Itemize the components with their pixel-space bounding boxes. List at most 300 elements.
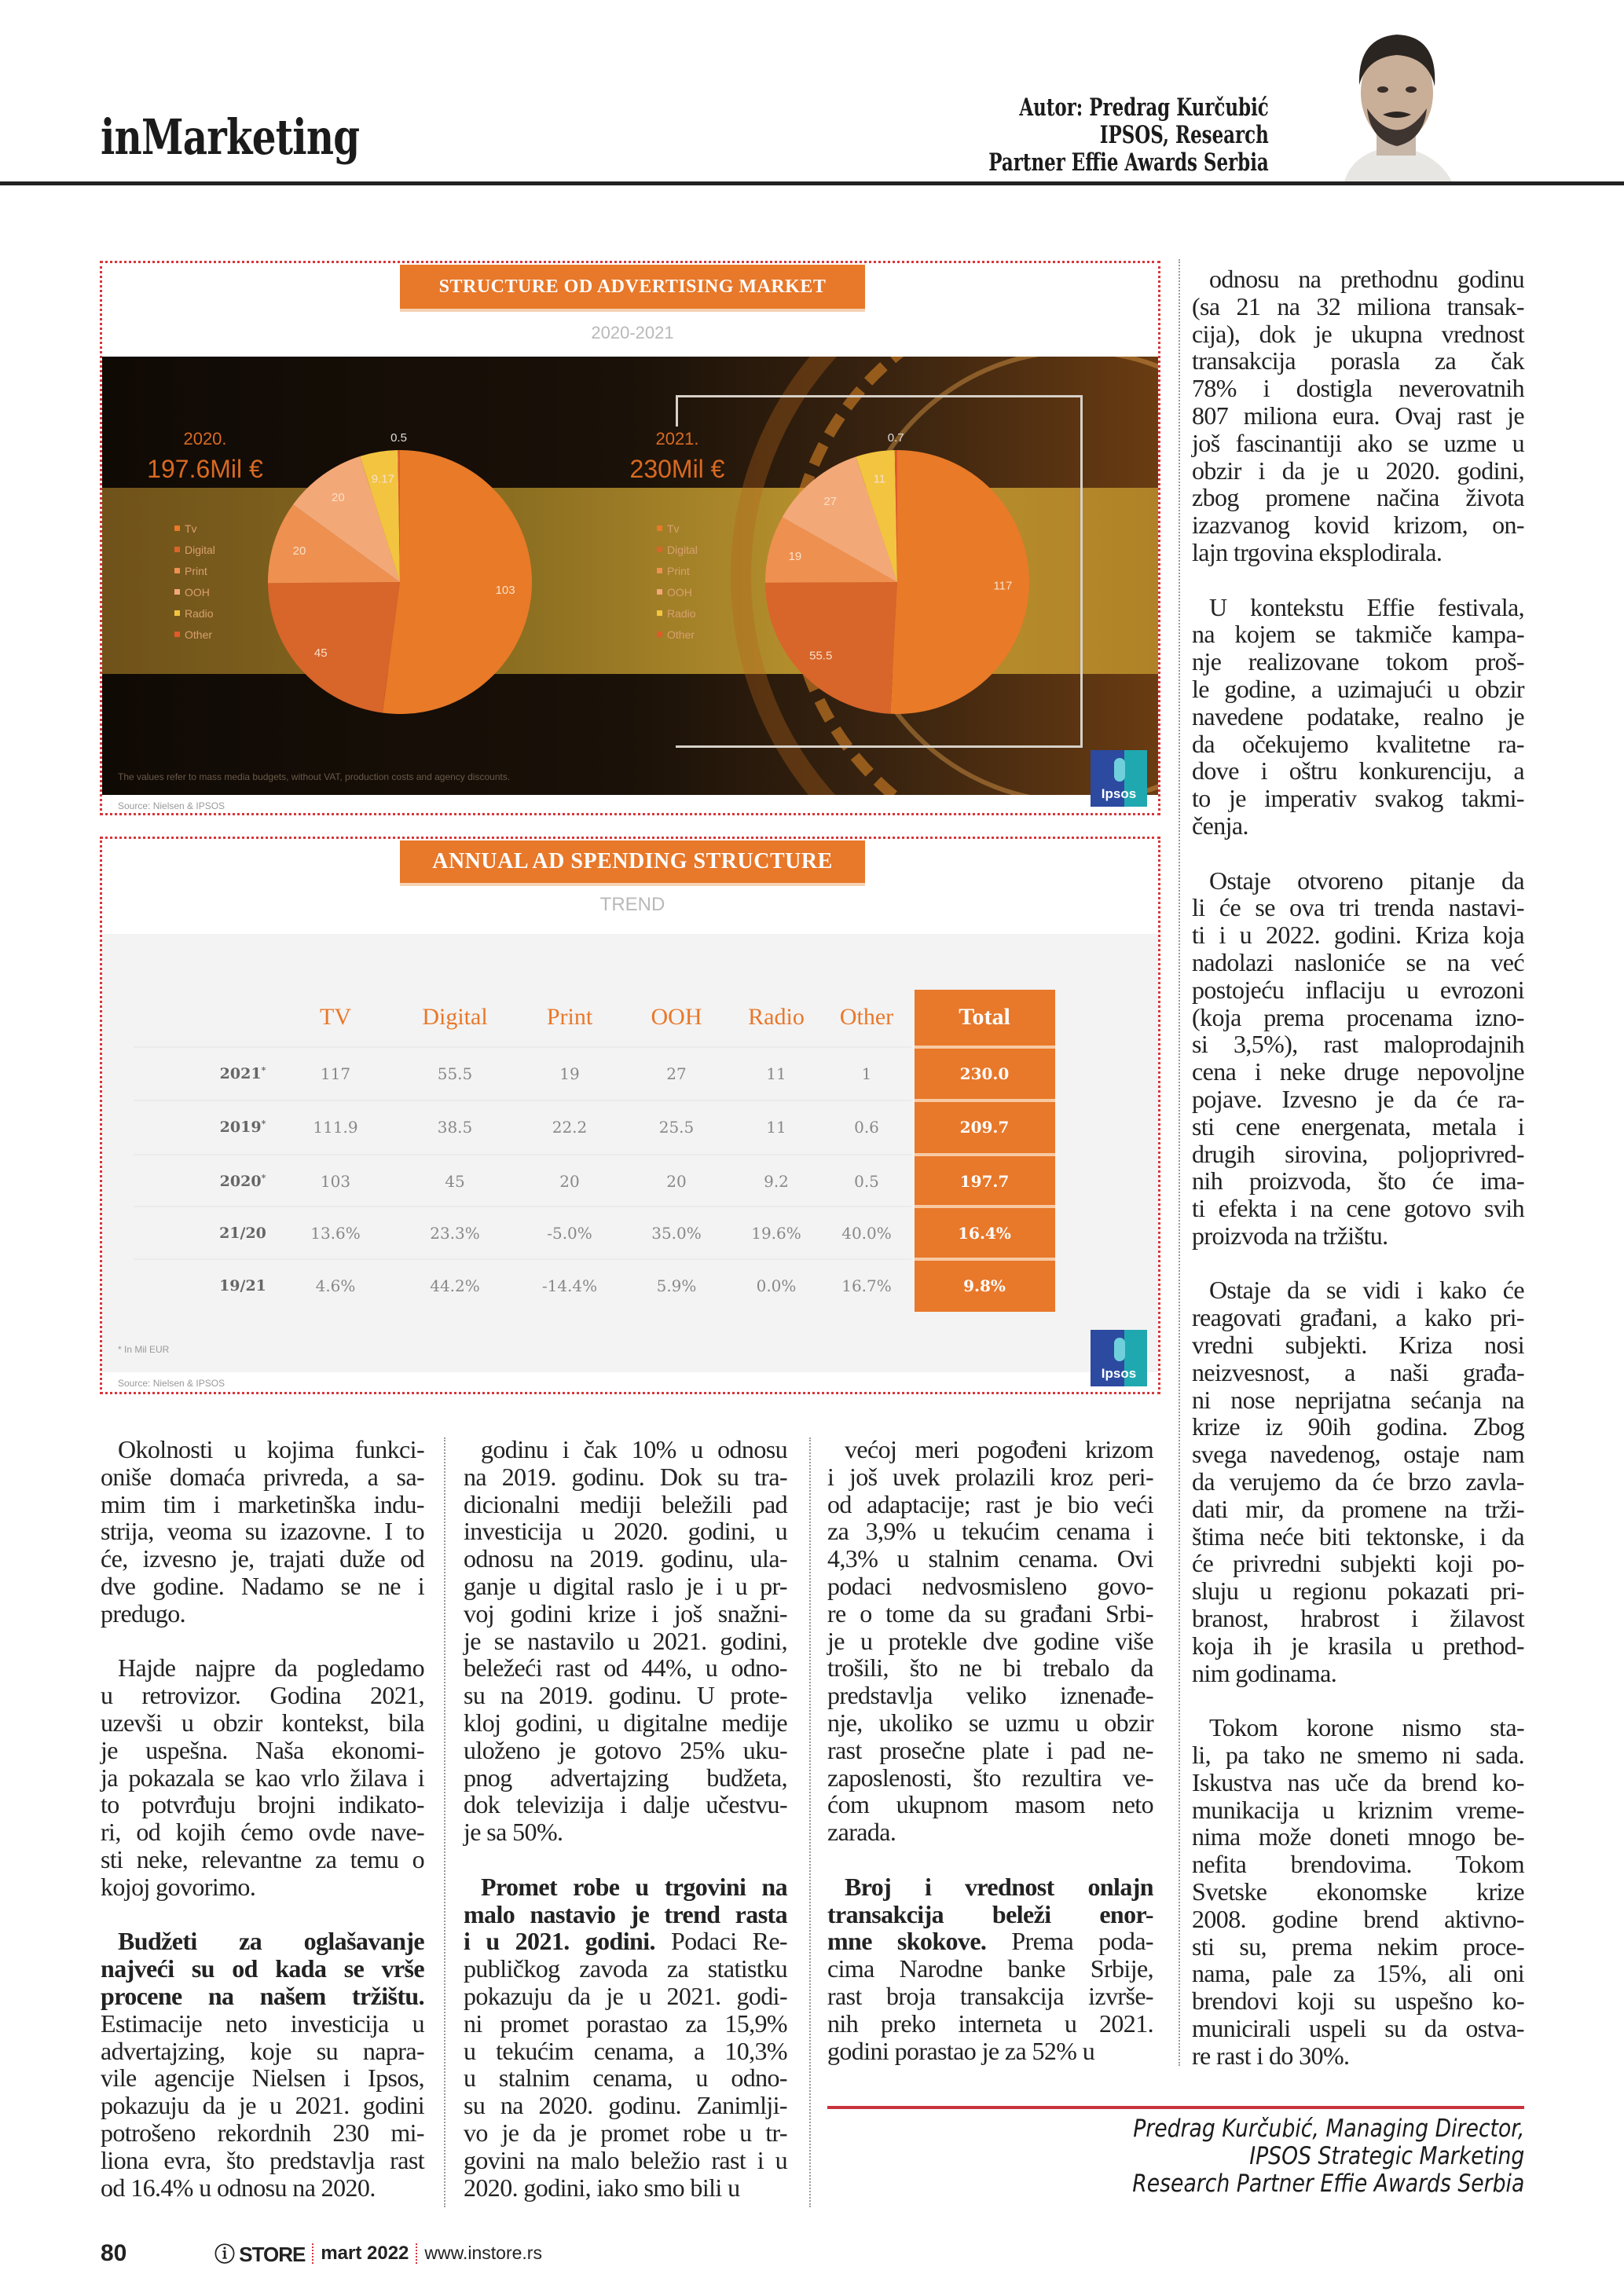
column-header-ooh: OOH: [651, 1004, 702, 1030]
ipsos-logo: Ipsos: [1091, 750, 1147, 807]
text-line: je uspešna. Naša ekonomi-: [101, 1735, 424, 1764]
text-line: [827, 1928, 1153, 1955]
table-cell: 11: [766, 1118, 786, 1137]
text-line: [101, 1955, 424, 1983]
text-line: 807 miliona eura. Ovaj rast je: [1192, 401, 1524, 430]
total-row-divider: [915, 1153, 1055, 1156]
text-line: drugih sirovina, poljoprivred-: [1192, 1139, 1524, 1168]
text-line: U kontekstu Effie festivala,: [1209, 592, 1524, 621]
pie-slice-digital: [765, 582, 897, 714]
text-line: beležeći rast od 44%, u odno-: [464, 1653, 787, 1683]
legend-item: [174, 560, 215, 581]
row-label: [219, 1277, 266, 1294]
paragraph: [1192, 867, 1524, 1250]
text-line: predugo.: [101, 1598, 186, 1628]
figure-footnote: The values refer to mass media budgets, without VAT, production costs and agency discounts.: [118, 771, 511, 782]
footnote-mark: *: [261, 1172, 266, 1183]
figure-title: ANNUAL AD SPENDING STRUCTURE: [400, 840, 865, 883]
row-divider: [134, 1206, 911, 1207]
table-cell: 16.4%: [958, 1224, 1011, 1243]
text-line: (koja prema procenama izno-: [1192, 1002, 1524, 1031]
pie-data-label: 103: [495, 583, 515, 597]
row-divider: [134, 1154, 911, 1155]
text-line: zarada.: [827, 1818, 896, 1847]
legend-item: [657, 624, 698, 645]
article-column-3: [827, 1436, 1153, 2092]
text-line: nefita brendovima. Tokom: [1192, 1850, 1524, 1879]
paragraph: [1192, 1714, 1524, 2069]
column-header-digital: Digital: [422, 1004, 488, 1030]
text-line: ti i u 2022. godini. Kriza koja: [1192, 921, 1524, 950]
article-column-2: [464, 1436, 787, 2228]
pie-2020-legend: [174, 518, 215, 645]
text-line: nama, pale za 15%, ali oni: [1192, 1959, 1524, 1988]
text-line: Ostaje da se vidi i kako će: [1209, 1276, 1524, 1305]
table-cell: 117: [320, 1064, 351, 1083]
table-cell: 20: [559, 1172, 580, 1191]
text-line: dicionalni mediji beležili pad: [464, 1489, 787, 1518]
text-line: potrošeno rekordnih 230 mi-: [101, 2118, 424, 2147]
text-line: podaci nedvosmisleno govo-: [827, 1571, 1153, 1600]
legend-item: [174, 624, 215, 645]
legend-swatch: [657, 610, 662, 616]
legend-item: [657, 518, 698, 539]
legend-swatch: [174, 547, 180, 552]
table-cell: 13.6%: [310, 1224, 361, 1243]
text-line: od adaptacije; rast je bio veći: [827, 1489, 1153, 1518]
text-line: navedene podatake, realno je: [1192, 701, 1524, 731]
text-line: dove i oštru konkurenciju, a: [1192, 756, 1524, 785]
page-footer: [101, 2239, 542, 2268]
row-label: [220, 1119, 266, 1136]
legend-item: [657, 560, 698, 581]
legend-label: Print: [667, 564, 690, 577]
pie-data-label: 0.5: [390, 431, 407, 445]
total-row-divider: [915, 1205, 1055, 1208]
text-line: transakcija porasla za čak: [1192, 346, 1524, 375]
text-line: nih proizvoda, što će ima-: [1192, 1166, 1524, 1196]
text-line: krize iz 90ih godina. Zbog: [1192, 1412, 1524, 1441]
text-line: re rast i do 30%.: [1192, 2041, 1350, 2070]
footer-separator: [416, 2243, 417, 2264]
text-line: svega navedenog, ostaje nam: [1192, 1440, 1524, 1469]
column-header-radio: Radio: [748, 1004, 805, 1030]
table-cell: -14.4%: [541, 1276, 598, 1295]
text-line: odnosu na 2019. godinu, ula-: [464, 1544, 787, 1573]
text-line: odnosu na prethodnu godinu: [1209, 265, 1524, 293]
paragraph: [464, 1436, 787, 1846]
text-line: su na 2020. godinu. Zanimlji-: [464, 2091, 787, 2120]
text-line: pokazuju da je u 2021. godini: [101, 2091, 424, 2120]
text-line: municirali uspeli su da ostva-: [1192, 2014, 1524, 2042]
legend-item: [657, 539, 698, 560]
issue-date: mart 2022: [321, 2242, 409, 2264]
column-header-total: Total: [959, 1004, 1010, 1030]
text-line: od 16.4% u odnosu na 2020.: [101, 2173, 376, 2202]
table-cell: 25.5: [658, 1118, 695, 1137]
table-cell: 0.6: [854, 1118, 879, 1137]
text-line: voj godini krize i još snažni-: [464, 1598, 787, 1628]
pie-slice-digital: [268, 582, 400, 713]
text-line: ganje u digital raslo je i u pr-: [464, 1571, 787, 1600]
legend-item: [174, 539, 215, 560]
text-line: godinu i čak 10% u odnosu: [481, 1435, 787, 1463]
text-line: je u protekle dve godine više: [827, 1626, 1153, 1655]
column-divider: [809, 1437, 811, 2207]
text-line: ja pokazala se kao vrlo žilava i: [101, 1763, 424, 1792]
legend-swatch: [657, 589, 662, 595]
figure-title: STRUCTURE OD ADVERTISING MARKET: [400, 265, 865, 309]
text-line: rast broja transakcija izvrše-: [827, 1981, 1153, 2010]
text-line: [464, 1928, 787, 1955]
author-signature: [1132, 2115, 1524, 2198]
text-line: zbog promene načina života: [1192, 483, 1524, 512]
paragraph: [827, 1873, 1153, 2065]
legend-label: Digital: [667, 543, 698, 556]
text-run: Prema poda-: [986, 1927, 1153, 1956]
text-line: ri, od kojih ćemo ovde nave-: [101, 1818, 424, 1847]
text-line: obzir i da je u 2020. godini,: [1192, 456, 1524, 485]
text-line: godini porastao je za 52% u: [827, 2036, 1095, 2065]
legend-item: [657, 602, 698, 624]
text-line: [464, 1873, 787, 1901]
text-line: u tekućim cenama, a 10,3%: [464, 2036, 787, 2065]
paragraph: [464, 1873, 787, 2202]
legend-swatch: [174, 525, 180, 531]
table-cell: 38.5: [437, 1118, 473, 1137]
bold-lead-text: najveći su od kada se vrše: [101, 1954, 424, 1983]
table-cell: 11: [766, 1064, 786, 1083]
text-line: dve godine. Nadamo se ne i: [101, 1571, 424, 1600]
text-line: na 2019. godinu. Dok su tra-: [464, 1462, 787, 1491]
row-label-text: 2021: [219, 1065, 262, 1083]
footer-separator: [312, 2243, 313, 2264]
bold-lead-text: Broj i vrednost onlajn: [845, 1872, 1153, 1901]
legend-label: OOH: [667, 585, 692, 599]
table-cell: 209.7: [959, 1118, 1010, 1137]
pie-data-label: 117: [993, 579, 1013, 593]
pie-2021-year: 2021.: [655, 429, 699, 449]
advertising-market-figure: [100, 261, 1160, 815]
table-cell: 16.7%: [841, 1276, 892, 1295]
text-line: cija), dok je ukupna vrednost: [1192, 319, 1524, 348]
text-line: ni promet porastao za 15,9%: [464, 2009, 787, 2038]
table-cell: 230.0: [959, 1064, 1010, 1083]
pie-chart-panel: [102, 357, 1158, 795]
bold-lead-text: mne skokove.: [827, 1927, 987, 1956]
text-line: nje realizovane tokom proš-: [1192, 647, 1524, 676]
text-line: predstavlja veliko iznenađe-: [827, 1681, 1153, 1710]
column-header-print: Print: [546, 1004, 593, 1030]
text-line: pnog advertajzing budžeta,: [464, 1763, 787, 1792]
table-cell: 44.2%: [430, 1276, 480, 1295]
table-cell: 27: [666, 1064, 687, 1083]
legend-swatch: [657, 632, 662, 637]
legend-swatch: [174, 632, 180, 637]
text-line: [101, 1983, 424, 2010]
bold-lead-text: malo nastavio je trend rasta: [464, 1899, 787, 1928]
text-line: ni nose neprijatna sećanja na: [1192, 1385, 1524, 1414]
row-label-text: 21/20: [219, 1225, 266, 1242]
text-line: reagovati građani, a kako pri-: [1192, 1303, 1524, 1332]
text-line: uloženo je gotovo 25% uku-: [464, 1735, 787, 1764]
text-line: kojoj govorimo.: [101, 1872, 256, 1901]
table-cell: 23.3%: [430, 1224, 480, 1243]
row-label: [219, 1225, 266, 1242]
text-line: još fascinantiji ako se uzme u: [1192, 428, 1524, 457]
column-header-other: Other: [839, 1004, 894, 1030]
pie-2020-year: 2020.: [183, 429, 227, 449]
paragraph: [1192, 594, 1524, 840]
total-row-divider: [915, 1258, 1055, 1261]
text-line: [827, 1901, 1153, 1928]
text-line: si 3,5%), rast maloprodajnih: [1192, 1030, 1524, 1059]
bold-lead-text: Budžeti za oglašavanje: [118, 1927, 424, 1956]
table-cell: 22.2: [552, 1118, 588, 1137]
legend-label: OOH: [185, 585, 210, 599]
table-cell: 0.5: [854, 1172, 879, 1191]
text-line: govini na malo beležio rast i u: [464, 2145, 787, 2174]
pie-2021-total: 230Mil €: [629, 455, 725, 483]
text-line: dati mir, da promene na trži-: [1192, 1494, 1524, 1523]
text-line: čenja.: [1192, 811, 1248, 840]
text-line: pojave. Izvesno je da će ra-: [1192, 1084, 1524, 1113]
text-line: je sa 50%.: [464, 1818, 563, 1847]
table-cell: 9.8%: [963, 1276, 1006, 1295]
paragraph: [101, 1436, 424, 1628]
table-cell: 55.5: [437, 1064, 473, 1083]
text-line: to potvrđuju brojni indikato-: [101, 1790, 424, 1819]
paragraph: [827, 1436, 1153, 1846]
text-line: Okolnosti u kojima funkci-: [118, 1435, 424, 1463]
text-line: u retrovizor. Godina 2021,: [101, 1681, 424, 1710]
text-line: uzevši u obzir kontekst, bila: [101, 1708, 424, 1737]
table-cell: 20: [666, 1172, 687, 1191]
text-line: nadolazi nasloniće se na već: [1192, 947, 1524, 976]
legend-swatch: [657, 547, 662, 552]
section-title: inMarketing: [101, 108, 360, 166]
text-line: na kojem se takmiče kampa-: [1192, 620, 1524, 649]
spending-table: [102, 839, 1158, 1389]
table-cell: 1: [861, 1064, 872, 1083]
legend-label: Tv: [185, 522, 197, 535]
total-row-divider: [915, 1045, 1055, 1049]
signature-line: IPSOS Strategic Marketing: [1248, 2142, 1524, 2170]
table-cell: 103: [320, 1172, 351, 1191]
text-line: Estimacije neto investicija u: [101, 2009, 424, 2038]
text-line: proizvoda na tržištu.: [1192, 1221, 1388, 1250]
author-name: Autor: Predrag Kurčubić: [1019, 93, 1269, 122]
row-label-text: 19/21: [219, 1277, 266, 1294]
pie-2020-total: 197.6Mil €: [147, 455, 263, 483]
row-label-text: 2019: [219, 1119, 262, 1137]
text-line: lajn trgovina eksplodirala.: [1192, 537, 1443, 566]
text-line: nih preko interneta u 2021.: [827, 2009, 1153, 2038]
table-unit-note: * In Mil EUR: [118, 1344, 170, 1355]
text-line: Hajde najpre da pogledamo: [118, 1653, 424, 1683]
author-photo: [1328, 14, 1465, 185]
text-line: advertajzing, koje su napra-: [101, 2036, 424, 2065]
text-line: za 3,9% u tekućim cenama i: [827, 1517, 1153, 1546]
pie-data-label: 20: [331, 491, 345, 505]
pie-data-label: 27: [823, 495, 838, 509]
text-line: da očekujemo kvalitetne ra-: [1192, 729, 1524, 758]
ipsos-logo: Ipsos: [1091, 1330, 1147, 1386]
text-line: mim tim i marketinška indu-: [101, 1489, 424, 1518]
legend-item: [174, 602, 215, 624]
pie-data-label: 20: [292, 544, 306, 558]
text-line: 2020. godini, iako smo bili u: [464, 2173, 740, 2202]
legend-label: Print: [185, 564, 207, 577]
legend-label: Radio: [667, 606, 696, 620]
legend-label: Radio: [185, 606, 214, 620]
text-line: 2008. godine brend aktivno-: [1192, 1904, 1524, 1933]
text-line: izazvanog kovid krizom, on-: [1192, 511, 1524, 540]
table-cell: 9.2: [764, 1172, 789, 1191]
text-line: brendovi koji su uspešno ko-: [1192, 1987, 1524, 2016]
text-line: nima može doneti mnogo be-: [1192, 1822, 1524, 1851]
total-row-divider: [915, 1099, 1055, 1102]
text-line: branost, hrabrost i žilavost: [1192, 1604, 1524, 1633]
text-line: sti cene energenata, metala i: [1192, 1111, 1524, 1141]
text-line: u stalnim cenama, u odno-: [464, 2063, 787, 2093]
text-line: publičkog zavoda za statistku: [464, 1954, 787, 1983]
text-line: i još uvek prolazili kroz peri-: [827, 1462, 1153, 1491]
paragraph: [101, 1654, 424, 1900]
text-line: Svetske ekonomske krize: [1192, 1877, 1524, 1906]
text-line: štima neće biti tektonske, i da: [1192, 1522, 1524, 1551]
text-line: će privredni subjekti koji po-: [1192, 1549, 1524, 1578]
text-line: Ostaje otvoreno pitanje da: [1209, 866, 1524, 895]
pie-data-label: 19: [788, 550, 802, 564]
text-line: su na 2019. godinu. U prote-: [464, 1681, 787, 1710]
row-label: [220, 1173, 266, 1190]
pie-data-label: 55.5: [809, 649, 833, 663]
text-line: li, pa tako ne smemo ni sada.: [1192, 1741, 1524, 1770]
table-cell: 40.0%: [841, 1224, 892, 1243]
table-cell: 4.6%: [315, 1276, 356, 1295]
text-run: Podaci Re-: [654, 1927, 787, 1956]
legend-swatch: [174, 568, 180, 573]
figure-source: Source: Nielsen & IPSOS: [118, 1378, 225, 1389]
bold-lead-text: i u 2021. godini.: [464, 1927, 655, 1956]
text-line: će, izvesno je, trajati duže od: [101, 1544, 424, 1573]
text-line: da verujemo da će brzo zavla-: [1192, 1467, 1524, 1496]
text-line: vredni subjekti. Kriza nosi: [1192, 1331, 1524, 1360]
text-line: dok televizija i dalje učestvu-: [464, 1790, 787, 1819]
text-line: ti efekta i na cene gotovo svih: [1192, 1194, 1524, 1223]
text-line: vile agencije Nielsen i Ipsos,: [101, 2063, 424, 2093]
footnote-mark: *: [261, 1118, 266, 1129]
bold-lead-text: transakcija beleži enor-: [827, 1899, 1153, 1928]
text-line: neizvesnost, a naši građa-: [1192, 1357, 1524, 1386]
text-line: je se nastavilo u 2021. godini,: [464, 1626, 787, 1655]
bold-lead-text: procene na našem tržištu.: [101, 1981, 424, 2010]
text-line: (sa 21 na 32 miliona transak-: [1192, 291, 1524, 320]
signature-line: Research Partner Effie Awards Serbia: [1131, 2170, 1524, 2198]
table-cell: -5.0%: [547, 1224, 592, 1243]
table-cell: 45: [445, 1172, 465, 1191]
text-line: vo je da je promet robe u tr-: [464, 2118, 787, 2147]
legend-label: Other: [667, 628, 695, 641]
legend-swatch: [174, 589, 180, 595]
pie-charts: [102, 357, 1158, 795]
article-column-right: [1192, 265, 1524, 2096]
table-cell: 0.0%: [756, 1276, 797, 1295]
text-line: [464, 1901, 787, 1928]
figure-source: Source: Nielsen & IPSOS: [118, 800, 225, 811]
text-line: to je imperativ svakog takmi-: [1192, 784, 1524, 813]
footnote-mark: *: [261, 1064, 266, 1075]
pie-slice-tv: [383, 450, 532, 714]
text-line: [827, 1873, 1153, 1901]
website-link[interactable]: www.instore.rs: [424, 2243, 542, 2263]
figure-subtitle: TREND: [599, 894, 665, 915]
pie-data-label: 11: [873, 472, 886, 486]
pie-data-label: 0.7: [887, 431, 904, 445]
legend-swatch: [657, 568, 662, 573]
text-line: Iskustva nas uče da brend ko-: [1192, 1767, 1524, 1796]
signature-rule: [827, 2106, 1524, 2109]
author-company: IPSOS, Research: [1099, 121, 1269, 149]
text-line: većoj meri pogođeni krizom: [845, 1435, 1153, 1463]
text-line: nje, ukoliko se uzmu u obzir: [827, 1708, 1153, 1737]
text-line: liona evra, što predstavlja rast: [101, 2145, 424, 2174]
text-line: sluju u regionu pokazati pri-: [1192, 1576, 1524, 1606]
legend-swatch: [657, 525, 662, 531]
pie-data-label: 45: [313, 646, 328, 660]
column-header-tv: TV: [320, 1004, 351, 1030]
bold-lead-text: Promet robe u trgovini na: [481, 1872, 787, 1901]
table-cell: 19.6%: [751, 1224, 801, 1243]
text-line: Tokom korone nismo sta-: [1209, 1713, 1524, 1742]
text-line: zaposlenosti, što rezultira ve-: [827, 1763, 1153, 1792]
pie-2021-legend: [657, 518, 698, 645]
page-number: 80: [101, 2239, 127, 2266]
author-role: Partner Effie Awards Serbia: [988, 148, 1269, 177]
header-rule: [0, 181, 1624, 185]
table-cell: 35.0%: [651, 1224, 702, 1243]
text-line: investicija u 2020. godini, u: [464, 1517, 787, 1546]
legend-item: [174, 518, 215, 539]
legend-label: Other: [185, 628, 213, 641]
paragraph: [101, 1928, 424, 2201]
signature-line: Predrag Kurčubić, Managing Director,: [1132, 2115, 1524, 2143]
row-divider: [134, 1046, 911, 1048]
legend-item: [657, 581, 698, 602]
row-label-text: 2020: [219, 1173, 262, 1191]
text-line: sti su, prema nekim proce-: [1192, 1932, 1524, 1961]
table-cell: 197.7: [959, 1172, 1010, 1191]
table-cell: 19: [559, 1064, 580, 1083]
text-line: munikacija u kriznim vreme-: [1192, 1795, 1524, 1824]
text-line: [101, 1928, 424, 1955]
pie-data-label: 9.17: [371, 472, 394, 486]
paragraph: [1192, 1276, 1524, 1686]
text-line: li će se ova tri trenda nastavi-: [1192, 893, 1524, 922]
text-line: rast prosečne plate i pad ne-: [827, 1735, 1153, 1764]
legend-label: Digital: [185, 543, 215, 556]
text-line: sti neke, relevantne za temu o: [101, 1844, 424, 1873]
table-cell: 5.9%: [656, 1276, 697, 1295]
text-line: cima Narodne banke Srbije,: [827, 1954, 1153, 1983]
text-line: 4,3% u stalnim cenama. Ovi: [827, 1544, 1153, 1573]
text-line: koja ih je krasila u prethod-: [1192, 1631, 1524, 1660]
author-byline: [988, 94, 1269, 177]
text-line: 78% i dostigla neverovatnih: [1192, 374, 1524, 403]
column-divider: [1179, 259, 1180, 2066]
row-label: [220, 1065, 266, 1082]
